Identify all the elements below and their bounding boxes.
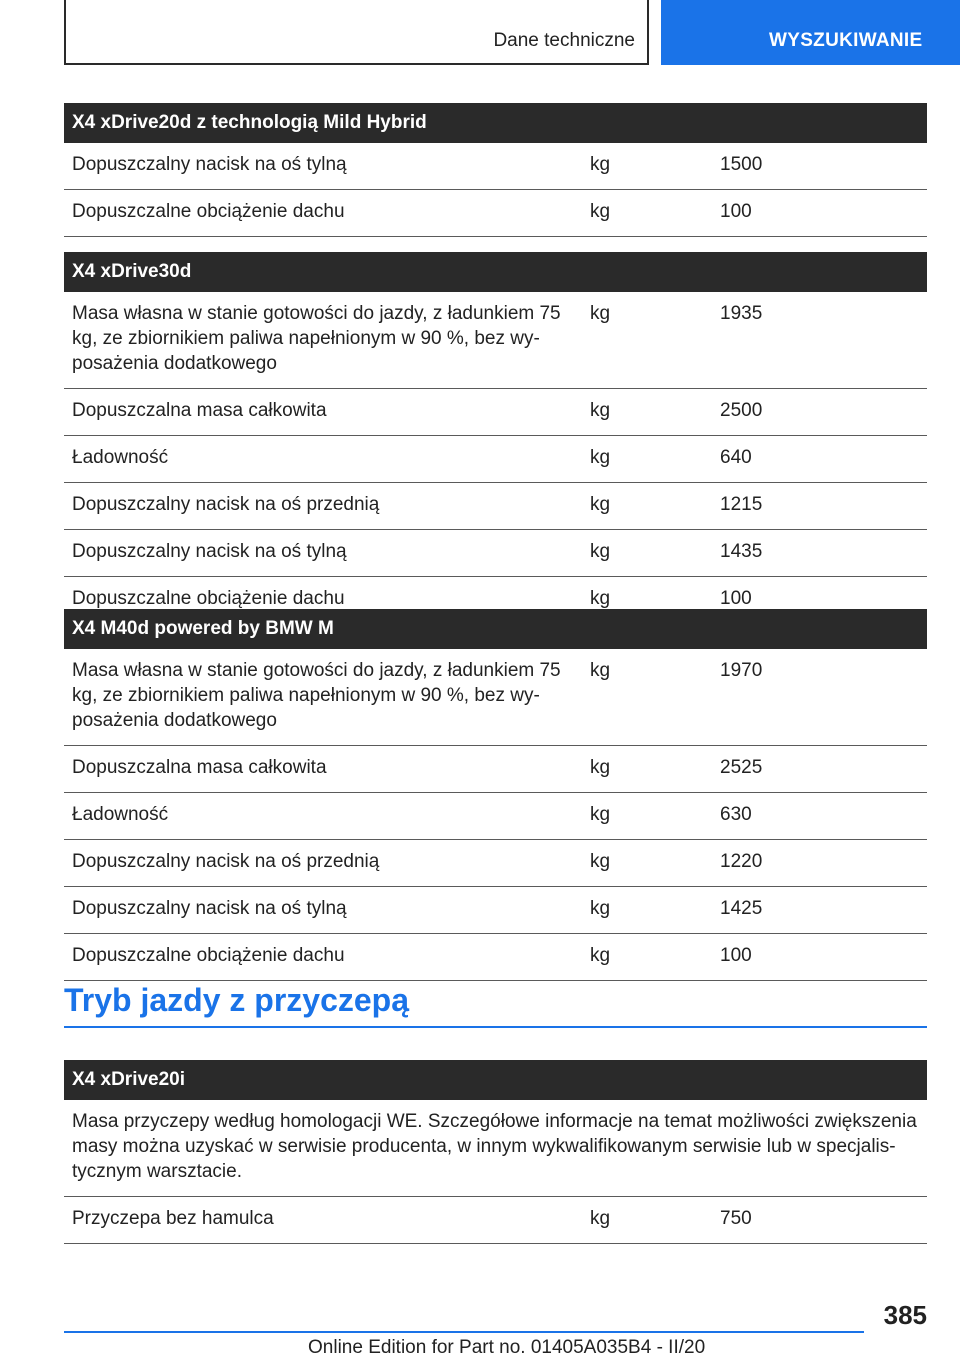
table-row <box>64 389 927 436</box>
table-row <box>64 1197 927 1244</box>
row-unit: kg <box>590 851 611 872</box>
section-heading-trailer: Tryb jazdy z przyczepą <box>64 982 927 1028</box>
row-unit: kg <box>590 447 611 468</box>
row-unit: kg <box>590 588 611 609</box>
table-row <box>64 934 927 981</box>
row-value: 1425 <box>720 898 763 919</box>
row-label: Dopuszczalna masa całkowita <box>72 757 327 778</box>
table-row <box>64 483 927 530</box>
footer-edition-text: Online Edition for Part no. 01405A035B4 - II/20 <box>308 1337 706 1358</box>
trailer-note: Masa przyczepy według homologacji WE. Szczegółowe informacje na temat możliwości zwiększenia masy można uzyskać w serwisie producenta, w innym wykwalifikowanym serwisie lub w specjalistycznym warsztacie. <box>72 1111 917 1182</box>
spec-table-title: X4 M40d powered by BMW M <box>64 609 927 649</box>
row-value: 1220 <box>720 851 763 872</box>
row-value: 1970 <box>720 660 763 681</box>
row-label: Dopuszczalny nacisk na oś tylną <box>72 154 347 175</box>
spec-table-title: X4 xDrive20d z technologią Mild Hybrid <box>64 103 927 143</box>
row-label: Dopuszczalne obciążenie dachu <box>72 945 345 966</box>
row-value: 1935 <box>720 303 763 324</box>
row-value: 1435 <box>720 541 763 562</box>
row-label: Dopuszczalna masa całkowita <box>72 400 327 421</box>
row-value: 1500 <box>720 154 763 175</box>
row-unit: kg <box>590 757 611 778</box>
table-row <box>64 190 927 237</box>
table-row <box>64 436 927 483</box>
row-unit: kg <box>590 898 611 919</box>
spec-table-xdrive20d <box>64 103 927 237</box>
footer-divider <box>64 1331 864 1333</box>
row-unit: kg <box>590 494 611 515</box>
row-value: 630 <box>720 804 752 825</box>
row-unit: kg <box>590 1208 611 1229</box>
row-label: Masa własna w stanie gotowości do jazdy, z ładunkiem 75 kg, ze zbiornikiem paliwa napełnionym w 90 %, bez wyposażenia dodatkowego <box>72 303 561 374</box>
row-label: Ładowność <box>72 804 169 825</box>
row-label: Dopuszczalne obciążenie dachu <box>72 588 345 609</box>
search-button-label: WYSZUKIWANIE <box>769 30 923 51</box>
row-value: 100 <box>720 945 752 966</box>
row-unit: kg <box>590 201 611 222</box>
table-row <box>64 143 927 190</box>
table-row <box>64 793 927 840</box>
row-value: 100 <box>720 201 752 222</box>
row-label: Dopuszczalny nacisk na oś przednią <box>72 494 380 515</box>
spec-table-m40d <box>64 609 927 981</box>
spec-table-xdrive20i-trailer <box>64 1060 927 1244</box>
page-number: 385 <box>883 1300 927 1330</box>
row-value: 750 <box>720 1208 752 1229</box>
row-label: Przyczepa bez hamulca <box>72 1208 274 1229</box>
spec-table-xdrive30d <box>64 252 927 624</box>
row-unit: kg <box>590 660 611 681</box>
row-label: Dopuszczalny nacisk na oś tylną <box>72 541 347 562</box>
row-unit: kg <box>590 541 611 562</box>
row-label: Dopuszczalny nacisk na oś przednią <box>72 851 380 872</box>
row-label: Dopuszczalne obciążenie dachu <box>72 201 345 222</box>
row-unit: kg <box>590 154 611 175</box>
table-row <box>64 530 927 577</box>
row-unit: kg <box>590 945 611 966</box>
table-row <box>64 887 927 934</box>
row-value: 1215 <box>720 494 763 515</box>
table-row <box>64 649 927 746</box>
table-row-note <box>64 1100 927 1197</box>
table-row <box>64 292 927 389</box>
row-value: 640 <box>720 447 752 468</box>
row-unit: kg <box>590 303 611 324</box>
row-value: 2500 <box>720 400 763 421</box>
header-section-title: Dane techniczne <box>493 30 635 51</box>
row-label: Ładowność <box>72 447 169 468</box>
row-unit: kg <box>590 804 611 825</box>
header-section-tab <box>64 0 649 65</box>
row-value: 2525 <box>720 757 763 778</box>
row-label: Masa własna w stanie gotowości do jazdy, z ładunkiem 75 kg, ze zbiornikiem paliwa napełnionym w 90 %, bez wyposażenia dodatkowego <box>72 660 561 731</box>
table-row <box>64 840 927 887</box>
row-label: Dopuszczalny nacisk na oś tylną <box>72 898 347 919</box>
row-unit: kg <box>590 400 611 421</box>
row-value: 100 <box>720 588 752 609</box>
table-row <box>64 746 927 793</box>
spec-table-title: X4 xDrive20i <box>64 1060 927 1100</box>
spec-table-title: X4 xDrive30d <box>64 252 927 292</box>
search-button[interactable] <box>661 0 960 65</box>
